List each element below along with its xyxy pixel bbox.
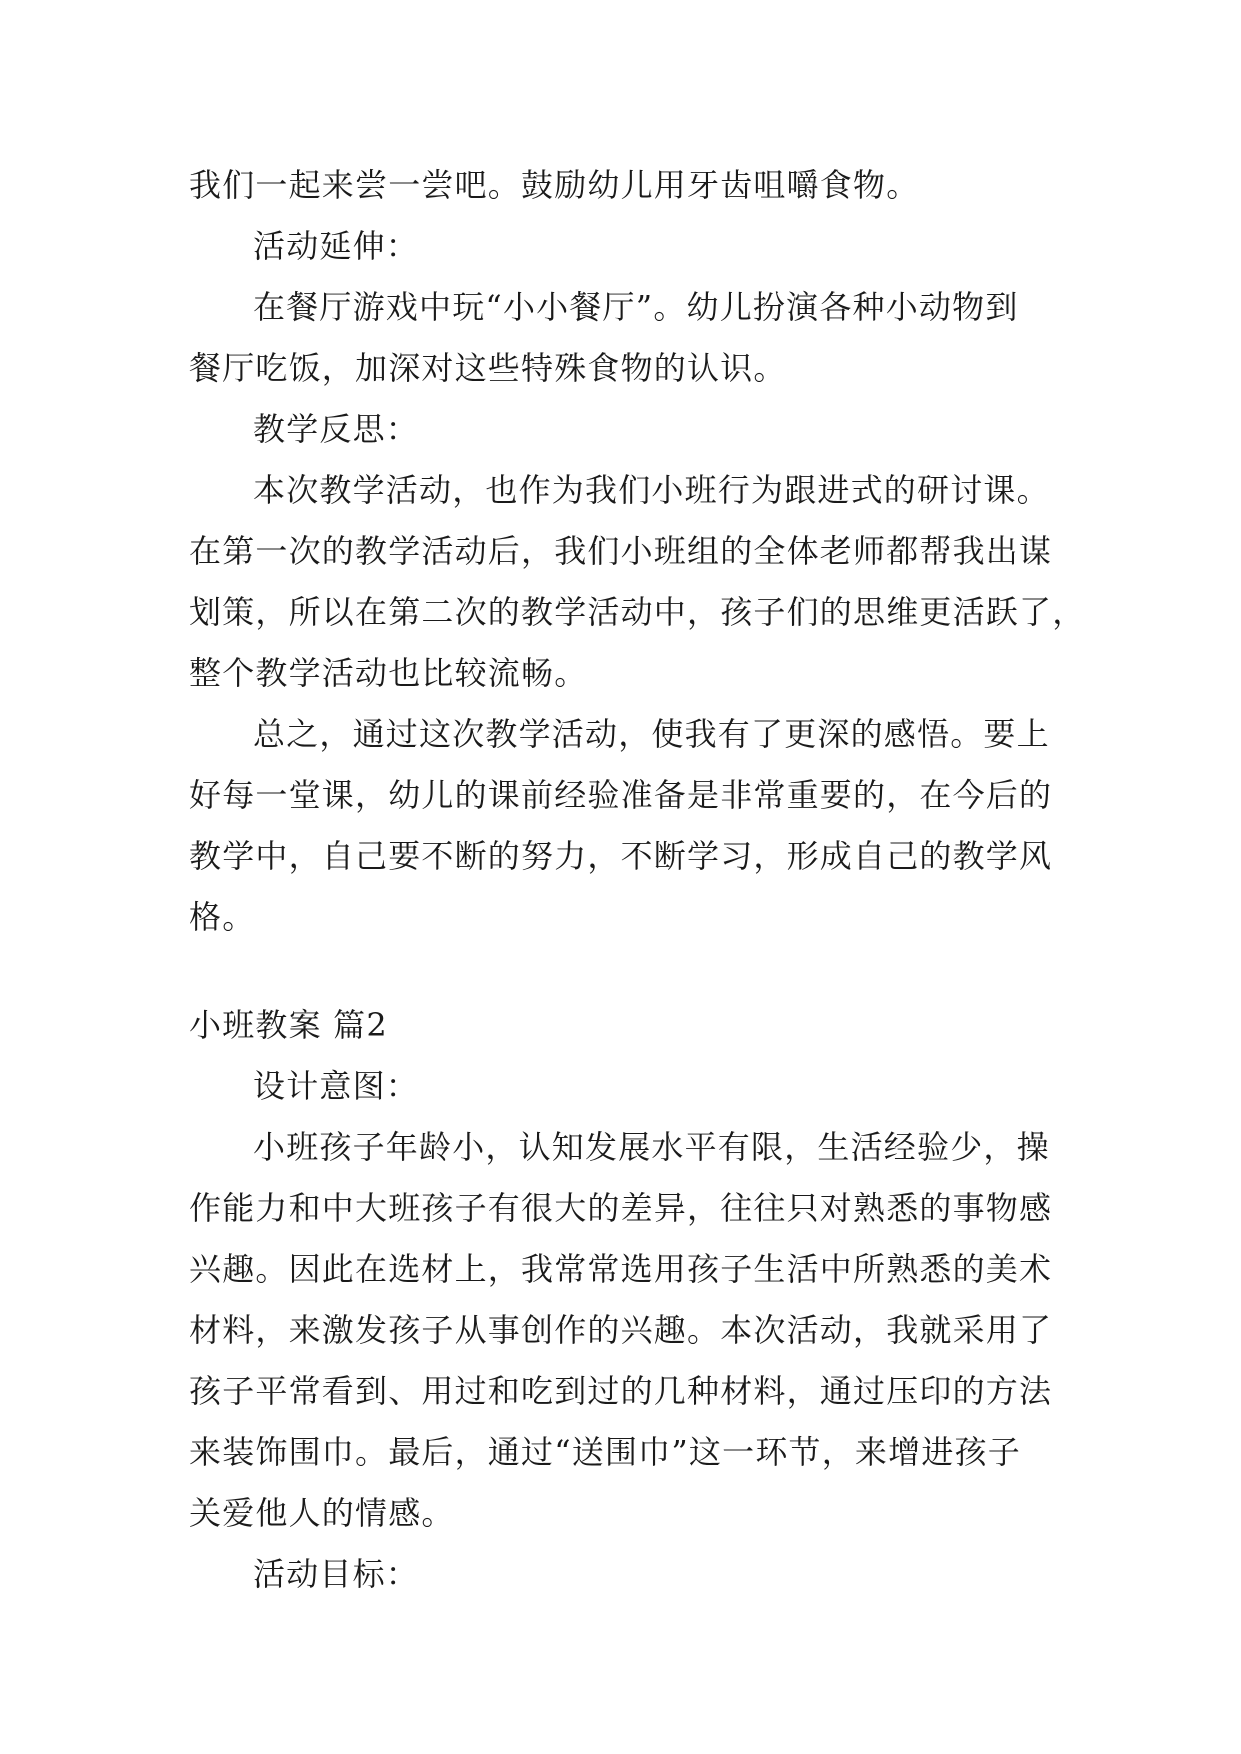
- paragraph-line: 小班孩子年龄小，认知发展水平有限，生活经验少，操: [253, 1128, 1050, 1166]
- paragraph-line: 在餐厅游戏中玩“小小餐厅”。幼儿扮演各种小动物到: [253, 288, 1019, 326]
- paragraph-line: 作能力和中大班孩子有很大的差异，往往只对熟悉的事物感: [189, 1189, 1053, 1227]
- section-heading-teaching-reflection: 教学反思：: [253, 410, 420, 448]
- section-heading-activity-extension: 活动延伸：: [253, 227, 420, 265]
- paragraph-line: 本次教学活动，也作为我们小班行为跟进式的研讨课。: [253, 471, 1050, 509]
- paragraph-line: 材料，来激发孩子从事创作的兴趣。本次活动，我就采用了: [189, 1311, 1053, 1349]
- paragraph-line: 整个教学活动也比较流畅。: [189, 654, 588, 692]
- paragraph-line: 餐厅吃饭，加深对这些特殊食物的认识。: [189, 349, 787, 387]
- paragraph-line: 教学中，自己要不断的努力，不断学习，形成自己的教学风: [189, 837, 1053, 875]
- section-heading-design-intent: 设计意图：: [253, 1067, 420, 1105]
- section-heading-activity-goals: 活动目标：: [253, 1555, 420, 1593]
- paragraph-line: 划策，所以在第二次的教学活动中，孩子们的思维更活跃了，: [189, 593, 1086, 631]
- paragraph-line: 我们一起来尝一尝吧。鼓励幼儿用牙齿咀嚼食物。: [189, 166, 920, 204]
- paragraph-line: 来装饰围巾。最后，通过“送围巾”这一环节，来增进孩子: [189, 1433, 1021, 1471]
- paragraph-line: 兴趣。因此在选材上，我常常选用孩子生活中所熟悉的美术: [189, 1250, 1053, 1288]
- paragraph-line: 在第一次的教学活动后，我们小班组的全体老师都帮我出谋: [189, 532, 1053, 570]
- paragraph-line: 孩子平常看到、用过和吃到过的几种材料，通过压印的方法: [189, 1372, 1053, 1410]
- paragraph-line: 格。: [189, 898, 256, 936]
- lesson-plan-title: 小班教案 篇2: [189, 1006, 388, 1044]
- paragraph-line: 关爱他人的情感。: [189, 1494, 455, 1532]
- paragraph-line: 好每一堂课，幼儿的课前经验准备是非常重要的，在今后的: [189, 776, 1053, 814]
- paragraph-line: 总之，通过这次教学活动，使我有了更深的感悟。要上: [253, 715, 1050, 753]
